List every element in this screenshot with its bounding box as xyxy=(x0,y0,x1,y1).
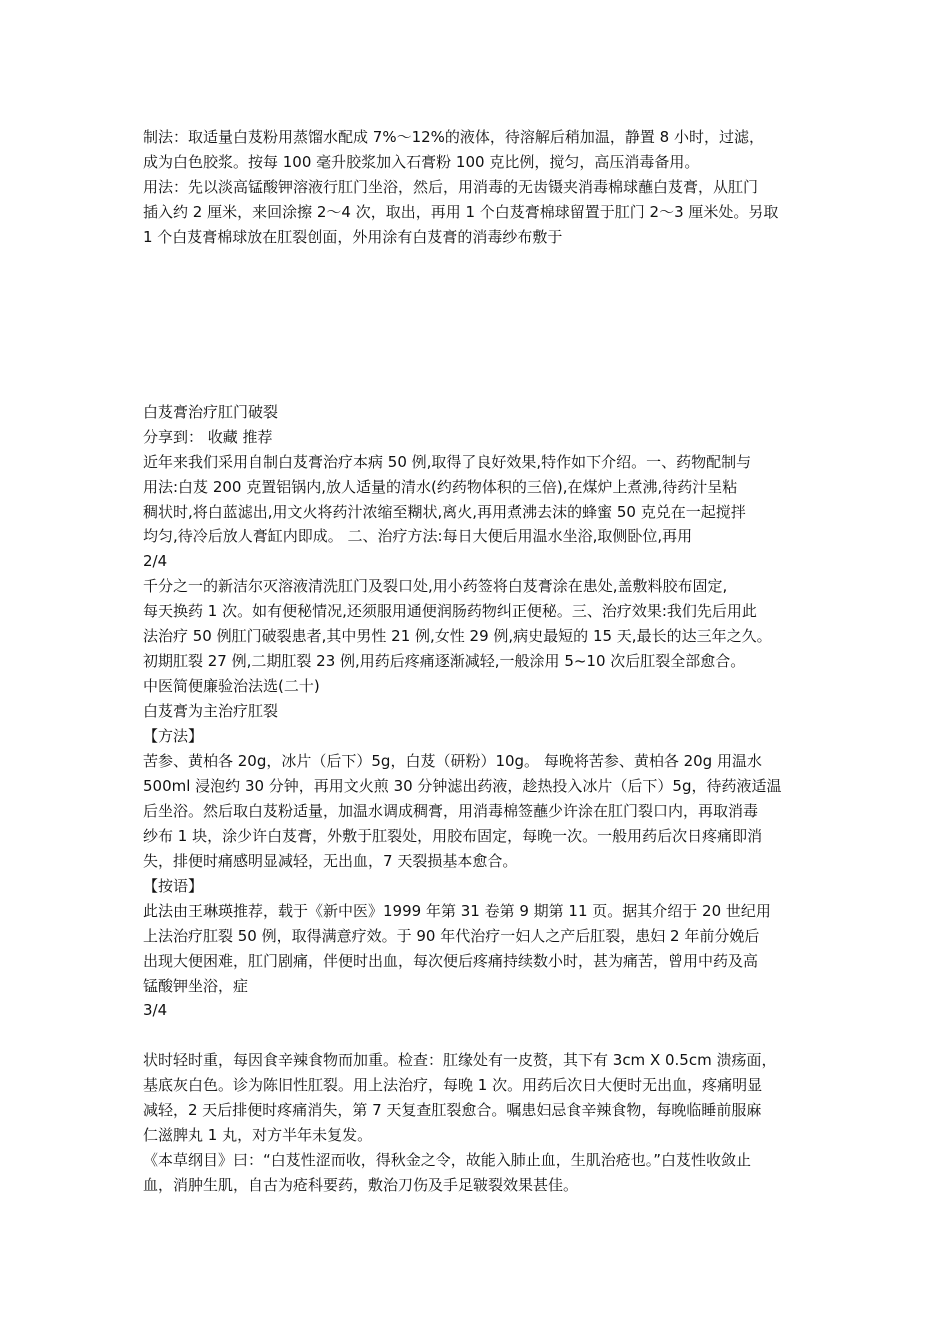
text-line: 基底灰白色。诊为陈旧性肛裂。用上法治疗，每晚 1 次。用药后次日大便时无出血，疼痛明显 xyxy=(143,1076,763,1094)
section-heading: 中医简便廉验治法选(二十) xyxy=(143,677,320,695)
text-line: 上法治疗肛裂 50 例，取得满意疗效。于 90 年代治疗一妇人之产后肛裂，患妇 2 年前分娩后 xyxy=(143,927,760,945)
text-line: 千分之一的新洁尔灭溶液清洗肛门及裂口处,用小药签将白芨膏涂在患处,盖敷料胶布固定, xyxy=(143,577,728,595)
text-line: 仁滋脾丸 1 丸，对方半年未复发。 xyxy=(143,1126,373,1144)
text-line: 初期肛裂 27 例,二期肛裂 23 例,用药后疼痛逐渐减轻,一般涂用 5~10 次后肛裂全部愈合。 xyxy=(143,652,746,670)
text-line: 出现大便困难，肛门剧痛，伴便时出血，每次便后疼痛持续数小时，甚为痛苦，曾用中药及高 xyxy=(143,952,759,970)
page-number: 2/4 xyxy=(143,552,168,570)
text-line: 制法：取适量白芨粉用蒸馏水配成 7%～12%的液体，待溶解后稍加温，静置 8 小时，过滤， xyxy=(143,128,764,146)
section-heading: 【按语】 xyxy=(143,877,204,895)
text-line: 状时轻时重，每因食辛辣食物而加重。检查：肛缘处有一皮赘，其下有 3cm X 0.5cm 溃疡面， xyxy=(143,1051,777,1069)
article-title: 白芨膏治疗肛门破裂 xyxy=(143,403,279,421)
text-line: 近年来我们采用自制白芨膏治疗本病 50 例,取得了良好效果,特作如下介绍。一、药物配制与 xyxy=(143,453,752,471)
text-line: 减轻，2 天后排便时疼痛消失，第 7 天复查肛裂愈合。嘱患妇忌食辛辣食物，每晚临睡前服麻 xyxy=(143,1101,762,1119)
share-bar[interactable]: 分享到： 收藏 推荐 xyxy=(143,428,273,446)
text-line: 成为白色胶浆。按每 100 毫升胶浆加入石膏粉 100 克比例，搅匀，高压消毒备用。 xyxy=(143,153,700,171)
section-heading: 白芨膏为主治疗肛裂 xyxy=(143,702,279,720)
text-line: 纱布 1 块，涂少许白芨膏，外敷于肛裂处，用胶布固定，每晚一次。一般用药后次日疼痛即消 xyxy=(143,827,763,845)
page-number: 3/4 xyxy=(143,1001,168,1019)
text-line: 此法由王琳瑛推荐，载于《新中医》1999 年第 31 卷第 9 期第 11 页。据其介绍于 20 世纪用 xyxy=(143,902,771,920)
section-heading: 【方法】 xyxy=(143,727,204,745)
text-line: 苦参、黄柏各 20g，冰片（后下）5g，白芨（研粉）10g。 每晚将苦参、黄柏各 20g 用温水 xyxy=(143,752,762,770)
text-line: 用法：先以淡高锰酸钾溶液行肛门坐浴，然后，用消毒的无齿镊夹消毒棉球蘸白芨膏，从肛门 xyxy=(143,178,759,196)
text-line: 每天换药 1 次。如有便秘情况,还须服用通便润肠药物纠正便秘。三、治疗效果:我们先后用此 xyxy=(143,602,757,620)
text-line: 用法:白芨 200 克置铝锅内,放人适量的清水(约药物体积的三倍),在煤炉上煮沸,待药汁呈粘 xyxy=(143,478,738,496)
text-line: 锰酸钾坐浴，症 xyxy=(143,977,249,995)
text-line: 均匀,待冷后放人膏缸内即成。 二、治疗方法:每日大便后用温水坐浴,取侧卧位,再用 xyxy=(143,527,693,545)
text-line: 血，消肿生肌，自古为疮科要药，敷治刀伤及手足皲裂效果甚佳。 xyxy=(143,1176,579,1194)
text-line: 插入约 2 厘米，来回涂擦 2～4 次，取出，再用 1 个白芨膏棉球留置于肛门 2～3 厘米处。另取 xyxy=(143,203,779,221)
text-line: 《本草纲目》曰：“白芨性涩而收，得秋金之令，故能入肺止血，生肌治疮也。”白芨性收敛止 xyxy=(143,1151,752,1169)
text-line: 1 个白芨膏棉球放在肛裂创面，外用涂有白芨膏的消毒纱布敷于 xyxy=(143,228,563,246)
text-line: 500ml 浸泡约 30 分钟，再用文火煎 30 分钟滤出药液，趁热投入冰片（后下）5g，待药液适温 xyxy=(143,777,782,795)
text-line: 失，排便时痛感明显减轻，无出血，7 天裂损基本愈合。 xyxy=(143,852,518,870)
text-line: 后坐浴。然后取白芨粉适量，加温水调成稠膏，用消毒棉签蘸少许涂在肛门裂口内，再取消毒 xyxy=(143,802,759,820)
text-line: 法治疗 50 例肛门破裂患者,其中男性 21 例,女性 29 例,病史最短的 15 天,最长的达三年之久。 xyxy=(143,627,772,645)
text-line: 稠状时,将白蓝滤出,用文火将药汁浓缩至糊状,离火,再用煮沸去沫的蜂蜜 50 克兑在一起搅拌 xyxy=(143,503,746,521)
document-page xyxy=(143,0,815,1344)
